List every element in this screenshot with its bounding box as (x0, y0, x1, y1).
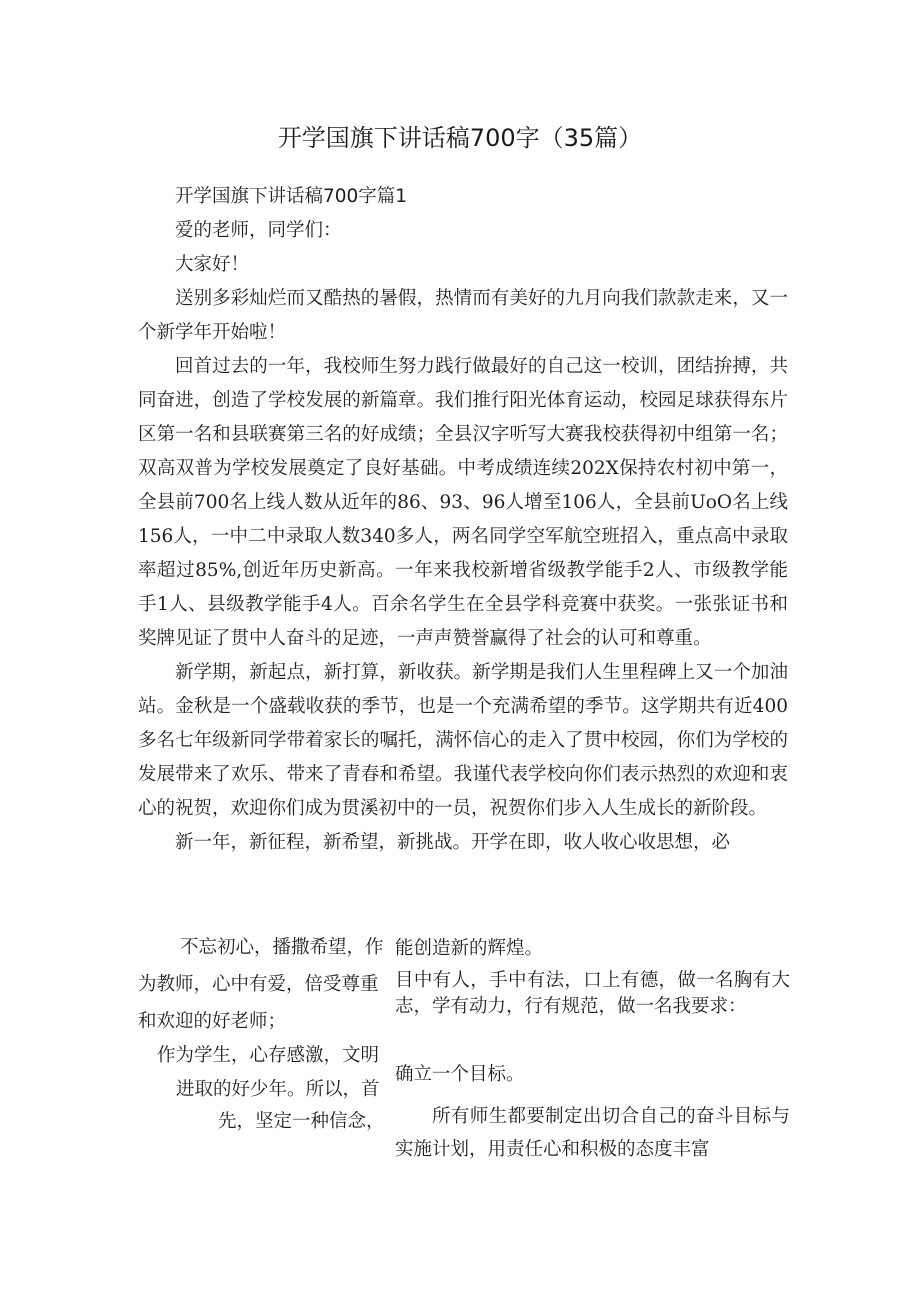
section-heading: 开学国旗下讲话稿700字篇1 (175, 186, 408, 207)
greeting: 大家好！ (175, 254, 250, 275)
salutation: 爱的老师，同学们： (175, 220, 342, 241)
right-column-paragraph: 目中有人，手中有法，口上有德，做一名胸有大志，学有动力，行有规范，做一名我要求： (395, 970, 790, 1017)
left-column-line: 先，坚定一种信念， (218, 1111, 385, 1132)
left-column-line: 和欢迎的好老师； (138, 1011, 287, 1032)
right-column-text (395, 968, 790, 1020)
right-column-paragraph: 所有师生都要制定出切合自己的奋斗目标与实施计划，用责任心和积极的态度丰富 (395, 1106, 790, 1160)
left-column-line: 作为学生，心存感激，文明 (157, 1045, 380, 1066)
right-column-text (395, 1058, 790, 1091)
paragraph: 新一年，新征程，新希望，新挑战。开学在即，收人收心收思想，必 (175, 832, 731, 853)
document-body (138, 180, 788, 860)
left-column-line: 不忘初心，播撒希望，作 (180, 937, 384, 958)
right-column-text (395, 932, 790, 965)
paragraph: 新学期，新起点，新打算，新收获。新学期是我们人生里程碑上又一个加油站。金秋是一个盛载收获的季节，也是一个充满希望的季节。这学期共有近400多名七年级新同学带着家长的嘱托，满怀信心的走入了贯中校园，你们为学校的发展带来了欢乐、带来了青春和希望。我谨代表学校向你们表示热烈的欢迎和衷心的祝贺，欢迎你们成为贯溪初中的一员，祝贺你们步入人生成长的新阶段。 (138, 662, 788, 819)
left-column-line: 进取的好少年。所以，首 (176, 1079, 380, 1100)
document-title: 开学国旗下讲话稿700字（35篇） (277, 124, 643, 152)
left-column-line: 为教师，心中有爱，倍受尊重 (138, 974, 379, 995)
right-column-text (395, 1100, 790, 1166)
paragraph: 回首过去的一年，我校师生努力践行做最好的自己这一校训，团结拚搏，共同奋进，创造了学校发展的新篇章。我们推行阳光体育运动，校园足球获得东片区第一名和县联赛第三名的好成绩；全县汉字听写大赛我校获得初中组第一名；双高双普为学校发展奠定了良好基础。中考成绩连续202X保持农村初中第一，全县前700名上线人数从近年的86、93、96人增至106人，全县前UoO名上线156人，一中二中录取人数340多人，两名同学空军航空班招入，重点高中录取率超过85%,创近年历史新高。一年来我校新增省级教学能手2人、市级教学能手1人、县级教学能手4人。百余名学生在全县学科竞赛中获奖。一张张证书和奖牌见证了贯中人奋斗的足迹，一声声赞誉赢得了社会的认可和尊重。 (138, 356, 788, 649)
right-column-line: 能创造新的辉煌。 (395, 938, 544, 959)
paragraph: 送别多彩灿烂而又酷热的暑假，热情而有美好的九月向我们款款走来，又一个新学年开始啦！ (138, 288, 788, 343)
right-column-line: 确立一个目标。 (395, 1064, 525, 1085)
